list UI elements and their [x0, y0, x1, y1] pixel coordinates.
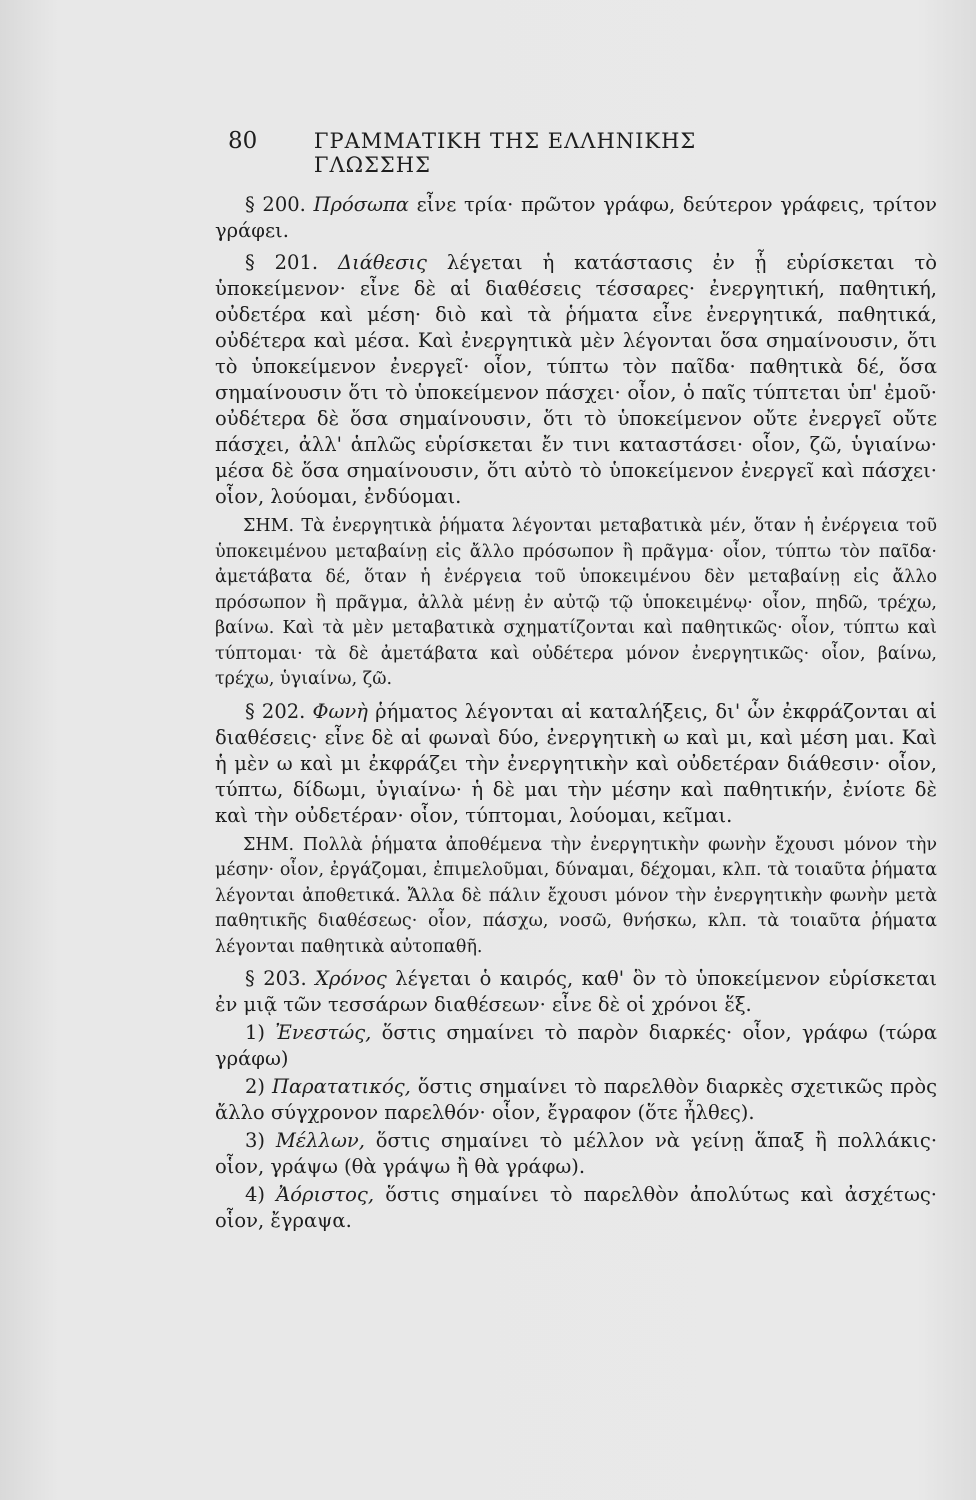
- tense-text: ὅστις σημαίνει τὸ παρὸν διαρκές· οἷον, γράφω (τώρα γράφω): [215, 1021, 938, 1070]
- running-title: ΓΡΑΜΜΑΤΙΚΗ ΤΗΣ ΕΛΛΗΝΙΚΗΣ ΓΛΩΣΣΗΣ: [313, 129, 697, 177]
- section-term: Χρόνος: [315, 967, 387, 990]
- tense-item: [215, 1074, 937, 1126]
- section-number: § 202.: [245, 699, 306, 723]
- tense-term: Παρατατικός,: [271, 1075, 411, 1098]
- tense-number: 1): [245, 1021, 266, 1044]
- tense-number: 2): [245, 1075, 266, 1098]
- tense-text: ὅστις σημαίνει τὸ μέλλον νὰ γείνῃ ἅπαξ ἢ πολλάκις· οἷον, γράψω (θὰ γράψω ἢ θὰ γράφω).: [215, 1129, 938, 1178]
- section-200: [215, 192, 937, 244]
- note-201: [215, 514, 937, 693]
- page-number: 80: [228, 128, 258, 154]
- section-number: § 200.: [245, 193, 306, 216]
- note-202: [215, 833, 937, 961]
- section-number: § 203.: [245, 967, 307, 990]
- section-text: λέγεται ὁ καιρός, καθ' ὃν τὸ ὑποκείμενον εὑρίσκεται ἐν μιᾷ τῶν τεσσάρων διαθέσεων· εἶνε δὲ οἱ χρόνοι ἕξ.: [215, 967, 938, 1016]
- tense-number: 3): [245, 1129, 266, 1152]
- tense-number: 4): [245, 1183, 266, 1206]
- tense-text: ὅστις σημαίνει τὸ παρελθὸν διαρκὲς σχετικῶς πρὸς ἄλλο σύγχρονον παρελθόν· οἷον, ἔγραφον (ὅτε ἦλθες).: [215, 1075, 938, 1124]
- tense-term: Μέλλων,: [275, 1129, 365, 1152]
- section-text: ῥήματος λέγονται αἱ καταλήξεις, δι' ὧν ἐκφράζονται αἱ διαθέσεις· εἶνε δὲ αἱ φωναὶ δύο, ἐνεργητικὴ ω καὶ μι, καὶ μέση μαι. Καὶ ἡ μὲν ω καὶ μι ἐκφράζει τὴν ἐνεργητικὴν καὶ οὐδετέραν διάθεσιν· οἷον, τύπτω, δίδωμι, ὑγιαίνω· ἡ δὲ μαι τὴν μέσην καὶ παθητικήν, ἐνίοτε δὲ καὶ τὴν οὐδετέραν· οἷον, τύπτομαι, λούομαι, κεῖμαι.: [215, 699, 937, 827]
- page-header: [228, 128, 798, 177]
- tense-item: [215, 1182, 937, 1234]
- page-body: [215, 192, 937, 1234]
- section-text: λέγεται ἡ κατάστασις ἐν ᾗ εὑρίσκεται τὸ ὑποκείμενον· εἶνε δὲ αἱ διαθέσεις τέσσαρες· ἐνεργητική, παθητική, οὐδετέρα καὶ μέση· διὸ καὶ τὰ ῥήματα εἶνε ἐνεργητικά, παθητικά, οὐδέτερα καὶ μέσα. Καὶ ἐνεργητικὰ μὲν λέγονται ὅσα σημαίνουσιν, ὅτι τὸ ὑποκείμενον ἐνεργεῖ· οἷον, τύπτω τὸν παῖδα· παθητικὰ δέ, ὅσα σημαίνουσιν ὅτι τὸ ὑποκείμενον πάσχει· οἷον, ὁ παῖς τύπτεται ὑπ' ἐμοῦ· οὐδέτερα δὲ ὅσα σημαίνουσιν, ὅτι τὸ ὑποκείμενον οὔτε ἐνεργεῖ οὔτε πάσχει, ἀλλ' ἁπλῶς εὑρίσκεται ἔν τινι καταστάσει· οἷον, ζῶ, ὑγιαίνω· μέσα δὲ ὅσα σημαίνουσιν, ὅτι αὐτὸ τὸ ὑποκείμενον ἐνεργεῖ καὶ πάσχει· οἷον, λούομαι, ἐνδύομαι.: [215, 251, 938, 508]
- note-text: Πολλὰ ῥήματα ἀποθέμενα τὴν ἐνεργητικὴν φωνὴν ἔχουσι μόνον τὴν μέσην· οἷον, ἐργάζομαι, ἐπιμελοῦμαι, δύναμαι, δέχομαι, κλπ. τὰ τοιαῦτα ῥήματα λέγονται ἀποθετικά. Ἄλλα δὲ πάλιν ἔχουσι μόνον τὴν ἐνεργητικὴν φωνὴν μετὰ παθητικῆς διαθέσεως· οἷον, πάσχω, νοσῶ, θνήσκω, κλπ. τὰ τοιαῦτα ῥήματα λέγονται παθητικὰ αὐτοπαθῆ.: [215, 834, 937, 957]
- section-202: [215, 699, 937, 829]
- tense-item: [215, 1128, 937, 1180]
- tense-term: Ἀόριστος,: [276, 1183, 375, 1206]
- section-text: εἶνε τρία· πρῶτον γράφω, δεύτερον γράφεις, τρίτον γράφει.: [215, 193, 938, 242]
- note-text: Τὰ ἐνεργητικὰ ῥήματα λέγονται μεταβατικὰ μέν, ὅταν ἡ ἐνέργεια τοῦ ὑποκειμένου μεταβαίνῃ εἰς ἄλλο πρόσωπον ἢ πρᾶγμα· οἷον, τύπτω τὸν παῖδα· ἀμετάβατα δέ, ὅταν ἡ ἐνέργεια τοῦ ὑποκειμένου δὲν μεταβαίνῃ εἰς ἄλλο πρόσωπον ἢ πρᾶγμα, ἀλλὰ μένῃ ἐν αὐτῷ τῷ ὑποκειμένῳ· οἷον, πηδῶ, τρέχω, βαίνω. Καὶ τὰ μὲν μεταβατικὰ σχηματίζονται καὶ παθητικῶς· οἷον, τύπτω καὶ τύπτομαι· τὰ δὲ ἀμετάβατα καὶ οὐδέτερα μόνον ἐνεργητικῶς· οἷον, βαίνω, τρέχω, ὑγιαίνω, ζῶ.: [215, 516, 937, 689]
- section-203: [215, 966, 937, 1018]
- section-term: Πρόσωπα: [313, 193, 409, 216]
- section-201: [215, 250, 937, 510]
- note-label: ΣΗΜ.: [243, 516, 295, 536]
- tense-text: ὅστις σημαίνει τὸ παρελθὸν ἀπολύτως καὶ ἀσχέτως· οἷον, ἔγραψα.: [215, 1183, 937, 1232]
- note-label: ΣΗΜ.: [243, 834, 295, 855]
- section-number: § 201.: [245, 251, 319, 274]
- section-term: Διάθεσις: [337, 251, 427, 274]
- section-term: Φωνὴ: [312, 699, 368, 723]
- tense-item: [215, 1020, 937, 1072]
- tense-term: Ἐνεστώς,: [275, 1021, 372, 1044]
